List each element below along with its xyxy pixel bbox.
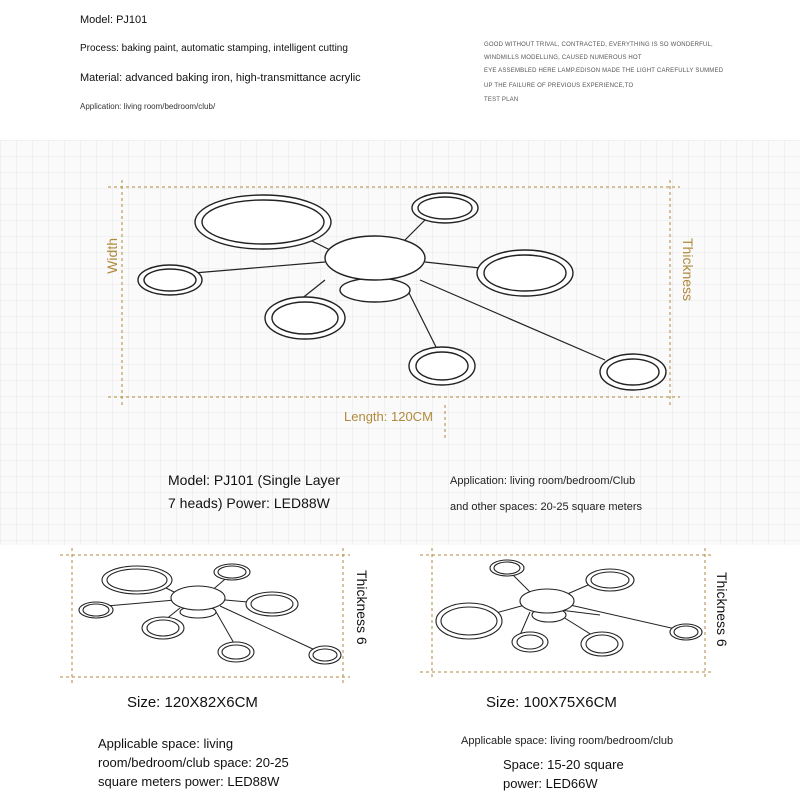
model-line-1: Model: PJ101 (Single Layer <box>168 472 340 488</box>
blurb-line-2: WINDMILLS MODELLING, CAUSED NUMEROUS HOT <box>484 55 642 61</box>
process-spec: Process: baking paint, automatic stamping, intelligent cutting <box>80 43 348 54</box>
arm <box>425 262 480 268</box>
length-label: Length: 120CM <box>344 409 433 424</box>
arm <box>405 285 440 355</box>
left-space-line-3: square meters power: LED88W <box>98 774 280 789</box>
main-fixture <box>138 193 666 390</box>
ring-inner <box>272 302 338 334</box>
right-size-label: Size: 100X75X6CM <box>486 694 617 711</box>
ring-inner <box>607 359 659 385</box>
ring-inner <box>484 255 566 291</box>
fixture-hub <box>325 236 425 280</box>
right-power-line: power: LED66W <box>503 776 598 791</box>
right-variant-fixture <box>436 560 702 656</box>
right-space-spec <box>503 755 703 793</box>
right-application-spec: Applicable space: living room/bedroom/club <box>461 735 674 747</box>
width-label: Width <box>104 238 120 274</box>
ring-inner <box>202 200 324 244</box>
left-size-label: Size: 120X82X6CM <box>127 694 258 711</box>
left-space-line-2: room/bedroom/club space: 20-25 <box>98 755 289 770</box>
left-variant-fixture <box>79 564 341 664</box>
dimension-guides <box>108 180 680 440</box>
main-model-spec <box>168 469 398 515</box>
blurb-line-5: TEST PLAN <box>484 97 519 103</box>
thickness-label: Thickness <box>680 238 696 302</box>
application-spec: Application: living room/bedroom/club/ <box>80 102 216 111</box>
model-line-2: 7 heads) Power: LED88W <box>168 495 330 511</box>
left-space-line-1: Applicable space: living <box>98 736 234 751</box>
left-space-spec <box>98 734 368 791</box>
model-spec: Model: PJ101 <box>80 14 148 26</box>
right-thickness-label: Thickness 6 <box>714 572 730 647</box>
left-thickness-label: Thickness 6 <box>354 570 370 645</box>
blurb-line-3: EYE ASSEMBLED HERE LAMP.EDISON MADE THE LIGHT CAREFULLY SUMMED <box>484 68 724 74</box>
material-spec: Material: advanced baking iron, high-transmittance acrylic <box>80 72 361 84</box>
ring-inner <box>144 269 196 291</box>
right-space-line: Space: 15-20 square <box>503 757 624 772</box>
application-line-1: Application: living room/bedroom/Club <box>450 475 636 487</box>
blurb-line-4: UP THE FAILURE OF PREVIOUS EXPERIENCE,TO <box>484 83 634 89</box>
main-application-spec <box>450 468 750 520</box>
fixture-base <box>340 278 410 302</box>
application-line-2: and other spaces: 20-25 square meters <box>450 501 643 513</box>
ring-inner <box>416 352 468 380</box>
ring-inner <box>418 197 472 219</box>
blurb-line-1: GOOD WITHOUT TRIVAL, CONTRACTED, EVERYTHING IS SO WONDERFUL, <box>484 42 713 48</box>
